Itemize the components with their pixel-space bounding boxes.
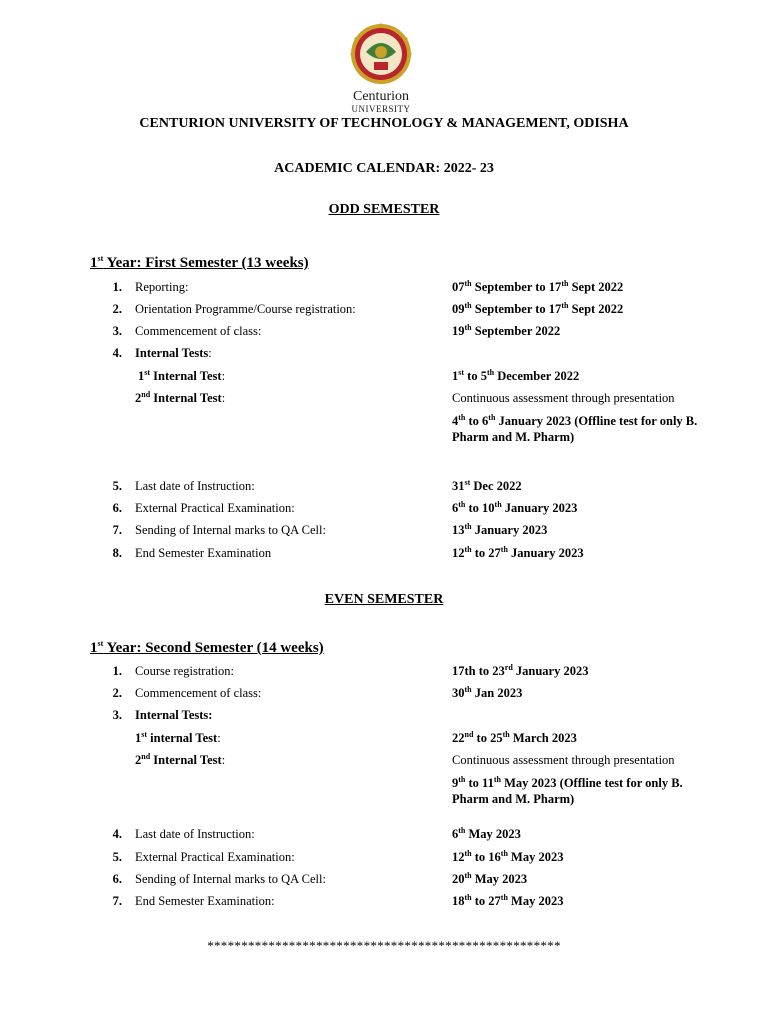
- even-test-1-label: 1st internal Test:: [135, 729, 221, 745]
- even-row-value: 20th May 2023: [452, 870, 528, 886]
- even-row-value: 18th to 27th May 2023: [452, 892, 564, 908]
- odd-row-label: Orientation Programme/Course registration:: [135, 302, 356, 316]
- odd-year-num: 1: [90, 255, 98, 271]
- odd-test-2-label: 2nd Internal Test:: [135, 389, 226, 405]
- even-row-value: 30th Jan 2023: [452, 684, 523, 700]
- odd-row-num: 7.: [112, 523, 122, 537]
- odd-row-num: 3.: [112, 324, 122, 338]
- even-row-value: 6th May 2023: [452, 825, 521, 841]
- even-test-2-label: 2nd Internal Test:: [135, 751, 226, 767]
- even-year-rest: Year: Second Semester (14 weeks): [103, 640, 324, 656]
- odd-semester-heading: ODD SEMESTER: [328, 202, 440, 217]
- odd-row-label: Last date of Instruction:: [135, 479, 255, 493]
- odd-row-num: 2.: [112, 302, 122, 316]
- logo-text-2: UNIVERSITY: [351, 104, 411, 114]
- odd-row-num: 1.: [112, 280, 122, 294]
- even-row-label: Sending of Internal marks to QA Cell:: [135, 872, 326, 886]
- even-test-2-offline: 9th to 11th May 2023 (Offline test for only B. Pharm and M. Pharm): [452, 774, 683, 806]
- even-row-num: 3.: [112, 708, 122, 722]
- calendar-title: ACADEMIC CALENDAR: 2022- 23: [274, 161, 494, 176]
- footer-stars: ****************************************************: [207, 938, 561, 953]
- odd-row-label: Sending of Internal marks to QA Cell:: [135, 523, 326, 537]
- odd-row-label: Internal Tests:: [135, 346, 212, 360]
- odd-year-heading: [90, 255, 309, 272]
- even-row-num: 7.: [112, 894, 122, 908]
- odd-year-sup: st: [97, 254, 104, 263]
- odd-row-label: External Practical Examination:: [135, 501, 295, 515]
- logo-text-1: Centurion: [353, 89, 409, 104]
- even-row-num: 4.: [112, 827, 122, 841]
- university-logo: [340, 22, 422, 114]
- even-row-value: 17th to 23rd January 2023: [452, 662, 589, 678]
- odd-row-num: 6.: [112, 501, 122, 515]
- odd-test-1-label: 1st Internal Test:: [138, 367, 226, 383]
- university-title: CENTURION UNIVERSITY OF TECHNOLOGY & MANAGEMENT, ODISHA: [139, 116, 629, 131]
- odd-row-value: 6th to 10th January 2023: [452, 499, 578, 515]
- odd-row-label: Commencement of class:: [135, 324, 262, 338]
- odd-row-num: 4.: [112, 346, 122, 360]
- even-row-label: Course registration:: [135, 664, 234, 678]
- even-test-1-value: 22nd to 25th March 2023: [452, 729, 577, 745]
- even-semester-heading: EVEN SEMESTER: [324, 592, 444, 607]
- university-seal-icon: [340, 22, 422, 114]
- odd-row-label: End Semester Examination: [135, 546, 272, 560]
- odd-row-label: Reporting:: [135, 280, 189, 294]
- odd-row-value: 31st Dec 2022: [452, 477, 522, 493]
- even-row-num: 2.: [112, 686, 122, 700]
- even-row-label: Commencement of class:: [135, 686, 262, 700]
- even-row-num: 1.: [112, 664, 122, 678]
- odd-row-value: 19th September 2022: [452, 322, 561, 338]
- odd-row-value: 09th September to 17th Sept 2022: [452, 300, 624, 316]
- even-row-label: Internal Tests:: [135, 708, 213, 722]
- even-row-value: 12th to 16th May 2023: [452, 848, 564, 864]
- odd-row-num: 5.: [112, 479, 122, 493]
- odd-test-2-value: Continuous assessment through presentation: [452, 391, 675, 405]
- even-row-num: 5.: [112, 850, 122, 864]
- even-row-label: External Practical Examination:: [135, 850, 295, 864]
- even-row-num: 6.: [112, 872, 122, 886]
- even-row-label: Last date of Instruction:: [135, 827, 255, 841]
- odd-test-1-value: 1st to 5th December 2022: [452, 367, 580, 383]
- odd-row-value: 07th September to 17th Sept 2022: [452, 278, 624, 294]
- odd-row-num: 8.: [112, 546, 122, 560]
- even-test-2-value: Continuous assessment through presentation: [452, 753, 675, 767]
- odd-row-value: 13th January 2023: [452, 521, 548, 537]
- odd-row-value: 12th to 27th January 2023: [452, 544, 584, 560]
- odd-test-2-offline: 4th to 6th January 2023 (Offline test for only B. Pharm and M. Pharm): [452, 412, 698, 444]
- odd-year-rest: Year: First Semester (13 weeks): [103, 255, 309, 271]
- even-year-sup: st: [97, 639, 104, 648]
- even-year-num: 1: [90, 640, 98, 656]
- even-year-heading: [90, 640, 324, 657]
- even-row-label: End Semester Examination:: [135, 894, 275, 908]
